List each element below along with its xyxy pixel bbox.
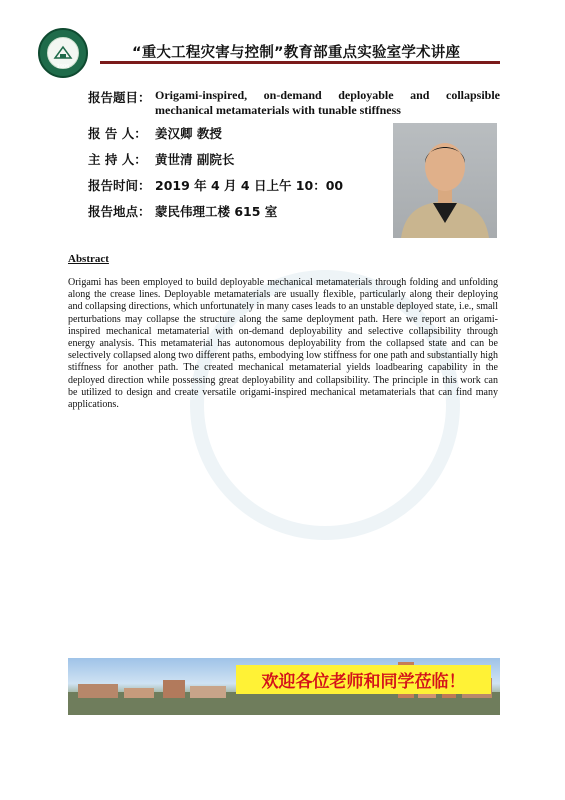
speaker-photo (393, 123, 497, 238)
host-label: 主 持 人： (88, 152, 147, 167)
host-value: 黄世清 副院长 (155, 152, 235, 167)
speaker-portrait (393, 123, 497, 238)
header-title: “重大工程灾害与控制”教育部重点实验室学术讲座 (132, 45, 461, 61)
title-label: 报告题目： (88, 90, 151, 105)
university-logo (38, 28, 88, 78)
speaker-label: 报 告 人： (88, 126, 147, 141)
time-value: 2019 年 4 月 4 日上午 10：00 (155, 178, 344, 193)
location-value: 蒙民伟理工楼 615 室 (155, 204, 278, 219)
abstract-body: Origami has been employed to build deployable mechanical metamaterials through folding and unfolding along the crease lines. Deployable metamaterials are usually flexible, particularly along their deploying and collapsing directions, which unfortunately in many cases leads to an unstable deployed state, i.e., small perturbations may collapse the structure along the same deployment path. Here we report an origami-inspired mechanical metamaterial with on-demand deployability and selective collapsibility through energy analysis. This metamaterial has autonomous deployability from the collapsed state and can be selectively collapsed along two different paths, embodying low stiffness for one path and substantially high stiffness for another path. The created mechanical metamaterial yields loadbearing capability in the deployed direction while possessing great deployability and collapsibility. The principle in this work can be utilized to design and create versatile origami-inspired mechanical metamaterials that can find many applications. (68, 277, 498, 411)
abstract-heading: Abstract (68, 253, 109, 265)
speaker-value: 姜汉卿 教授 (155, 126, 222, 141)
location-label: 报告地点： (88, 204, 151, 219)
banner-text: 欢迎各位老师和同学莅临！ (261, 672, 466, 692)
welcome-banner (68, 658, 500, 715)
header-divider (100, 61, 500, 64)
time-label: 报告时间： (88, 178, 151, 193)
banner-text-box (236, 665, 491, 694)
title-value: Origami-inspired, on-demand deployable and collapsible mechanical metamaterials with tunable stiffness (155, 88, 500, 117)
logo-year: 1906 (56, 64, 70, 70)
